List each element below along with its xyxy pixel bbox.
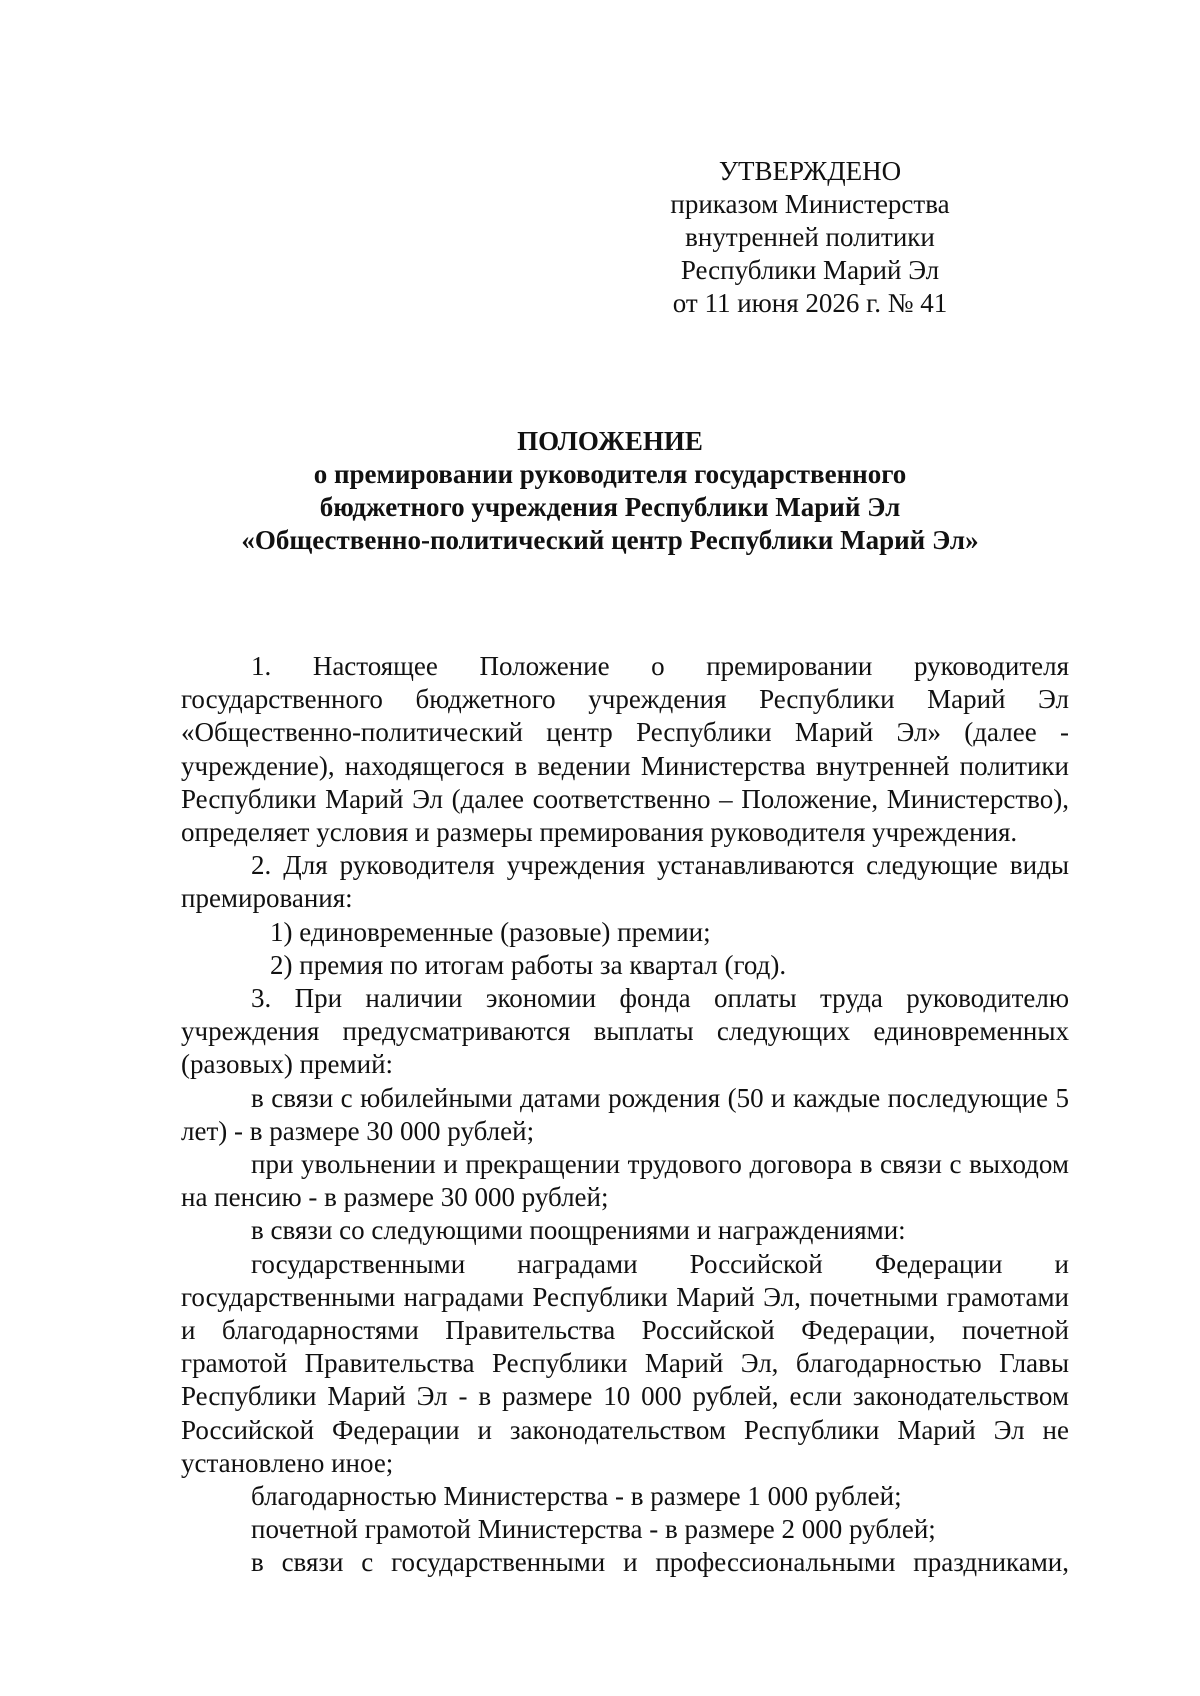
paragraph-1: 1. Настоящее Положение о премировании руководителя государственного бюджетного учреждения Республики Марий Эл «Общественно-политический центр Республики Марий Эл» (далее - учреждение), находящегося в ведении Министерства внутренней политики Республики Марий Эл (далее соответственно – Положение, Министерство), определяет условия и размеры премирования руководителя учреждения. [181, 651, 1069, 848]
title-line: о премировании руководителя государственного [313, 459, 907, 489]
approval-date: от 11 июня 2026 г. № 41 [672, 288, 948, 318]
list-item-2: 2) премия по итогам работы за квартал (год). [270, 949, 787, 980]
approval-stamp [640, 155, 980, 320]
title-line: «Общественно-политический центр Республики Марий Эл» [241, 525, 979, 555]
paragraph-8: благодарностью Министерства - в размере 1 000 рублей; [251, 1481, 902, 1512]
paragraph-2: 2. Для руководителя учреждения устанавливаются следующие виды премирования: [181, 850, 1069, 914]
paragraph-4: в связи с юбилейными датами рождения (50 и каждые последующие 5 лет) - в размере 30 000 рублей; [181, 1082, 1069, 1146]
title-line: бюджетного учреждения Республики Марий Эл [319, 492, 901, 522]
approval-line: внутренней политики [685, 222, 935, 252]
approval-line: Республики Марий Эл [680, 255, 940, 285]
document-title [160, 425, 1060, 557]
document-body [181, 650, 1069, 1580]
title-heading: ПОЛОЖЕНИЕ [517, 426, 703, 456]
paragraph-10: в связи с государственными и профессиональными праздниками, [251, 1547, 1069, 1578]
paragraph-9: почетной грамотой Министерства - в размере 2 000 рублей; [251, 1514, 936, 1545]
paragraph-5: при увольнении и прекращении трудового договора в связи с выходом на пенсию - в размере 30 000 рублей; [181, 1149, 1069, 1213]
paragraph-7: государственными наградами Российской Федерации и государственными наградами Республики Марий Эл, почетными грамотами и благодарностями Правительства Российской Федерации, почетной грамотой Правительства Республики Марий Эл, благодарностью Главы Республики Марий Эл - в размере 10 000 рублей, если законодательством Российской Федерации и законодательством Республики Марий Эл не установлено иное; [181, 1248, 1069, 1478]
paragraph-3: 3. При наличии экономии фонда оплаты труда руководителю учреждения предусматриваются выплаты следующих единовременных (разовых) премий: [181, 983, 1069, 1080]
paragraph-6: в связи со следующими поощрениями и награждениями: [251, 1215, 906, 1246]
approval-heading: УТВЕРЖДЕНО [718, 156, 902, 186]
approval-line: приказом Министерства [670, 189, 950, 219]
list-item-1: 1) единовременные (разовые) премии; [270, 916, 711, 947]
